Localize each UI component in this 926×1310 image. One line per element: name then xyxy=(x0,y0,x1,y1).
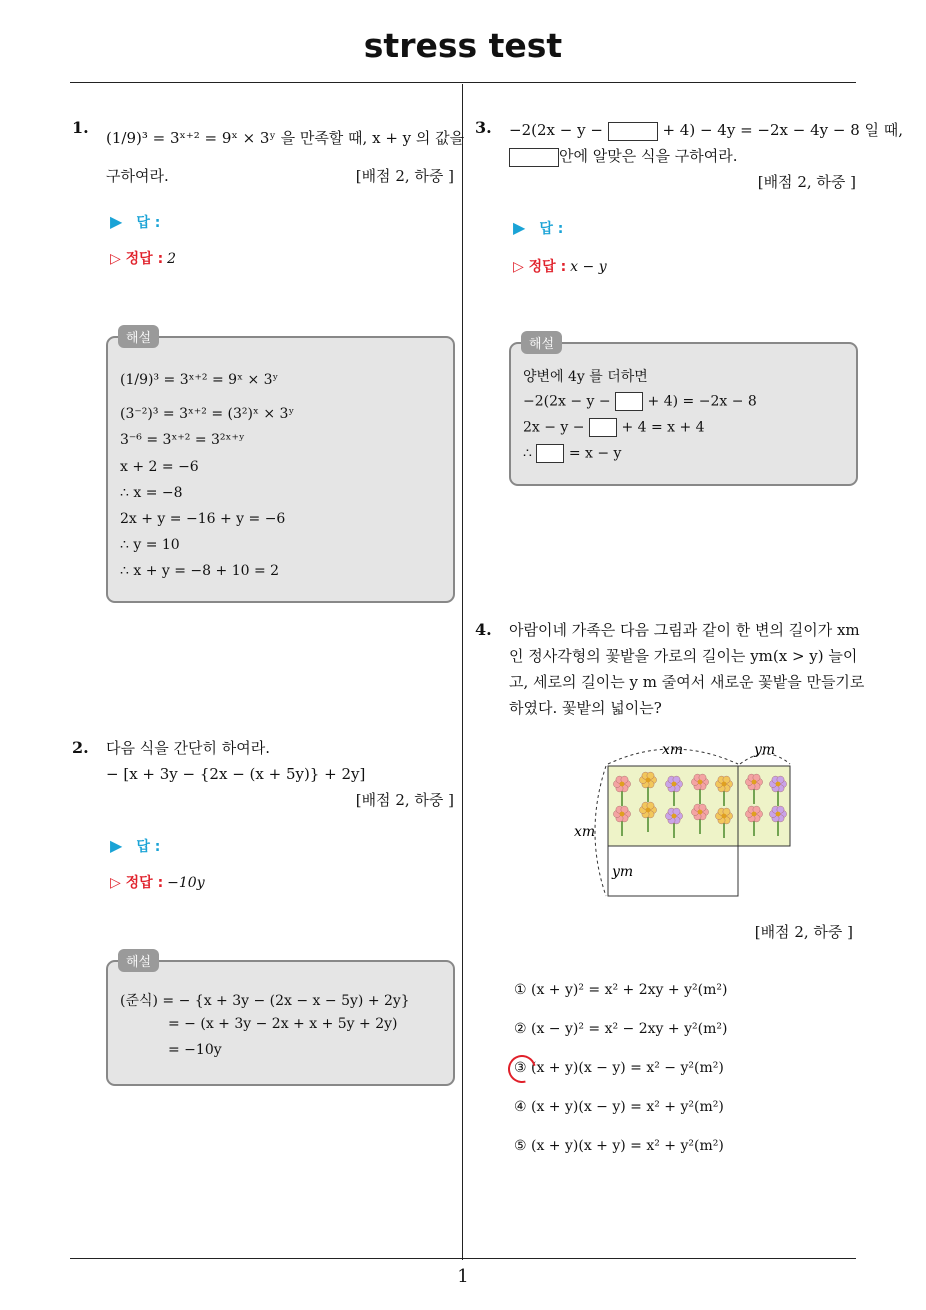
solution-label: 해설 xyxy=(118,949,159,972)
solution-line: 2x − y − + 4 = x + 4 xyxy=(523,419,705,436)
solution-line: ∴ y = 10 xyxy=(120,537,180,553)
footer-rule xyxy=(70,1258,856,1259)
solution-box xyxy=(106,955,455,1086)
question-number: 3. xyxy=(475,118,492,137)
question-number: 2. xyxy=(72,738,89,757)
question-expression: − [x + 3y − {2x − (x + 5y)} + 2y] xyxy=(106,765,366,783)
option-3[interactable]: ③ (x + y)(x − y) = x² − y²(m²) xyxy=(514,1060,724,1076)
question-stem: 아람이네 가족은 다음 그림과 같이 한 변의 길이가 xm xyxy=(509,621,860,639)
option-5[interactable]: ⑤ (x + y)(x + y) = x² + y²(m²) xyxy=(514,1138,724,1154)
question-stem-cont: 구하여라. xyxy=(106,167,169,185)
blank-box xyxy=(536,444,564,463)
solution-label: 해설 xyxy=(118,325,159,348)
solution-line: (1/9)³ = 3ˣ⁺² = 9ˣ × 3ʸ xyxy=(120,372,279,388)
solution-line: = − (x + 3y − 2x + x + 5y + 2y) xyxy=(168,1016,398,1032)
play-icon: ▶ xyxy=(110,212,123,231)
flower-field-figure xyxy=(572,738,804,898)
question-number: 4. xyxy=(475,620,492,639)
column-divider xyxy=(462,84,463,1260)
page-title: stress test xyxy=(363,26,563,65)
correct-answer: ▷ 정답 : −10y xyxy=(110,875,205,891)
question-stem: 다음 식을 간단히 하여라. xyxy=(106,739,270,757)
solution-line: 양변에 4y 를 더하면 xyxy=(523,369,648,385)
question-stem-cont: 안에 알맞은 식을 구하여라. xyxy=(509,146,737,167)
label-top-y: ym xyxy=(754,742,776,758)
solution-box xyxy=(106,331,455,603)
blank-box xyxy=(615,392,643,411)
blank-box xyxy=(589,418,617,437)
blank-box xyxy=(608,122,658,141)
solution-box xyxy=(509,337,858,486)
solution-line: x + 2 = −6 xyxy=(120,459,199,475)
score-label: [배점 2, 하중 ] xyxy=(757,173,856,191)
label-top-x: xm xyxy=(662,742,684,758)
question-stem: 하였다. 꽃밭의 넓이는? xyxy=(509,699,662,717)
page-number: 1 xyxy=(457,1266,469,1287)
option-1[interactable]: ① (x + y)² = x² + 2xy + y²(m²) xyxy=(514,982,728,998)
solution-label: 해설 xyxy=(521,331,562,354)
option-4[interactable]: ④ (x + y)(x − y) = x² + y²(m²) xyxy=(514,1099,724,1115)
question-stem: 인 정사각형의 꽃밭을 가로의 길이는 ym(x > y) 늘이 xyxy=(509,647,858,665)
solution-line: −2(2x − y − + 4) = −2x − 8 xyxy=(523,393,757,410)
answer-field[interactable]: ▶ 답 : xyxy=(110,836,161,855)
answer-field[interactable]: ▶ 답 : xyxy=(110,212,161,231)
answer-field[interactable]: ▶ 답 : xyxy=(513,218,564,237)
play-icon: ▶ xyxy=(110,836,123,855)
correct-answer: ▷ 정답 : 2 xyxy=(110,251,177,267)
question-stem: −2(2x − y − + 4) − 4y = −2x − 4y − 8 일 때, xyxy=(509,121,904,139)
option-2[interactable]: ② (x − y)² = x² − 2xy + y²(m²) xyxy=(514,1021,728,1037)
solution-line: ∴ = x − y xyxy=(523,445,622,462)
play-icon: ▶ xyxy=(513,218,526,237)
marked-answer-circle xyxy=(503,1050,541,1088)
correct-answer: ▷ 정답 : x − y xyxy=(513,259,607,275)
dimension-arc xyxy=(595,766,606,896)
solution-line: (준식) = − {x + 3y − (2x − x − 5y) + 2y} xyxy=(120,993,410,1009)
solution-line: = −10y xyxy=(168,1042,222,1058)
question-stem: (1/9)³ = 3ˣ⁺² = 9ˣ × 3ʸ 을 만족할 때, x + y 의 값을 xyxy=(106,129,465,147)
score-label: [배점 2, 하중 ] xyxy=(355,167,454,185)
solution-line: (3⁻²)³ = 3ˣ⁺² = (3²)ˣ × 3ʸ xyxy=(120,406,295,422)
label-left-x: xm xyxy=(574,824,596,840)
solution-line: 2x + y = −16 + y = −6 xyxy=(120,511,286,527)
label-inner-y: ym xyxy=(612,864,634,880)
solution-line: ∴ x + y = −8 + 10 = 2 xyxy=(120,563,280,579)
header-rule xyxy=(70,82,856,83)
blank-box xyxy=(509,148,559,167)
triangle-outline-icon: ▷ xyxy=(110,875,126,891)
solution-line: ∴ x = −8 xyxy=(120,485,183,501)
score-label: [배점 2, 하중 ] xyxy=(754,923,853,941)
solution-line: 3⁻⁶ = 3ˣ⁺² = 3²ˣ⁺ʸ xyxy=(120,432,245,448)
score-label: [배점 2, 하중 ] xyxy=(355,791,454,809)
question-number: 1. xyxy=(72,118,89,137)
question-stem: 고, 세로의 길이는 y m 줄여서 새로운 꽃밭을 만들기로 xyxy=(509,673,865,691)
triangle-outline-icon: ▷ xyxy=(513,259,529,275)
triangle-outline-icon: ▷ xyxy=(110,251,126,267)
